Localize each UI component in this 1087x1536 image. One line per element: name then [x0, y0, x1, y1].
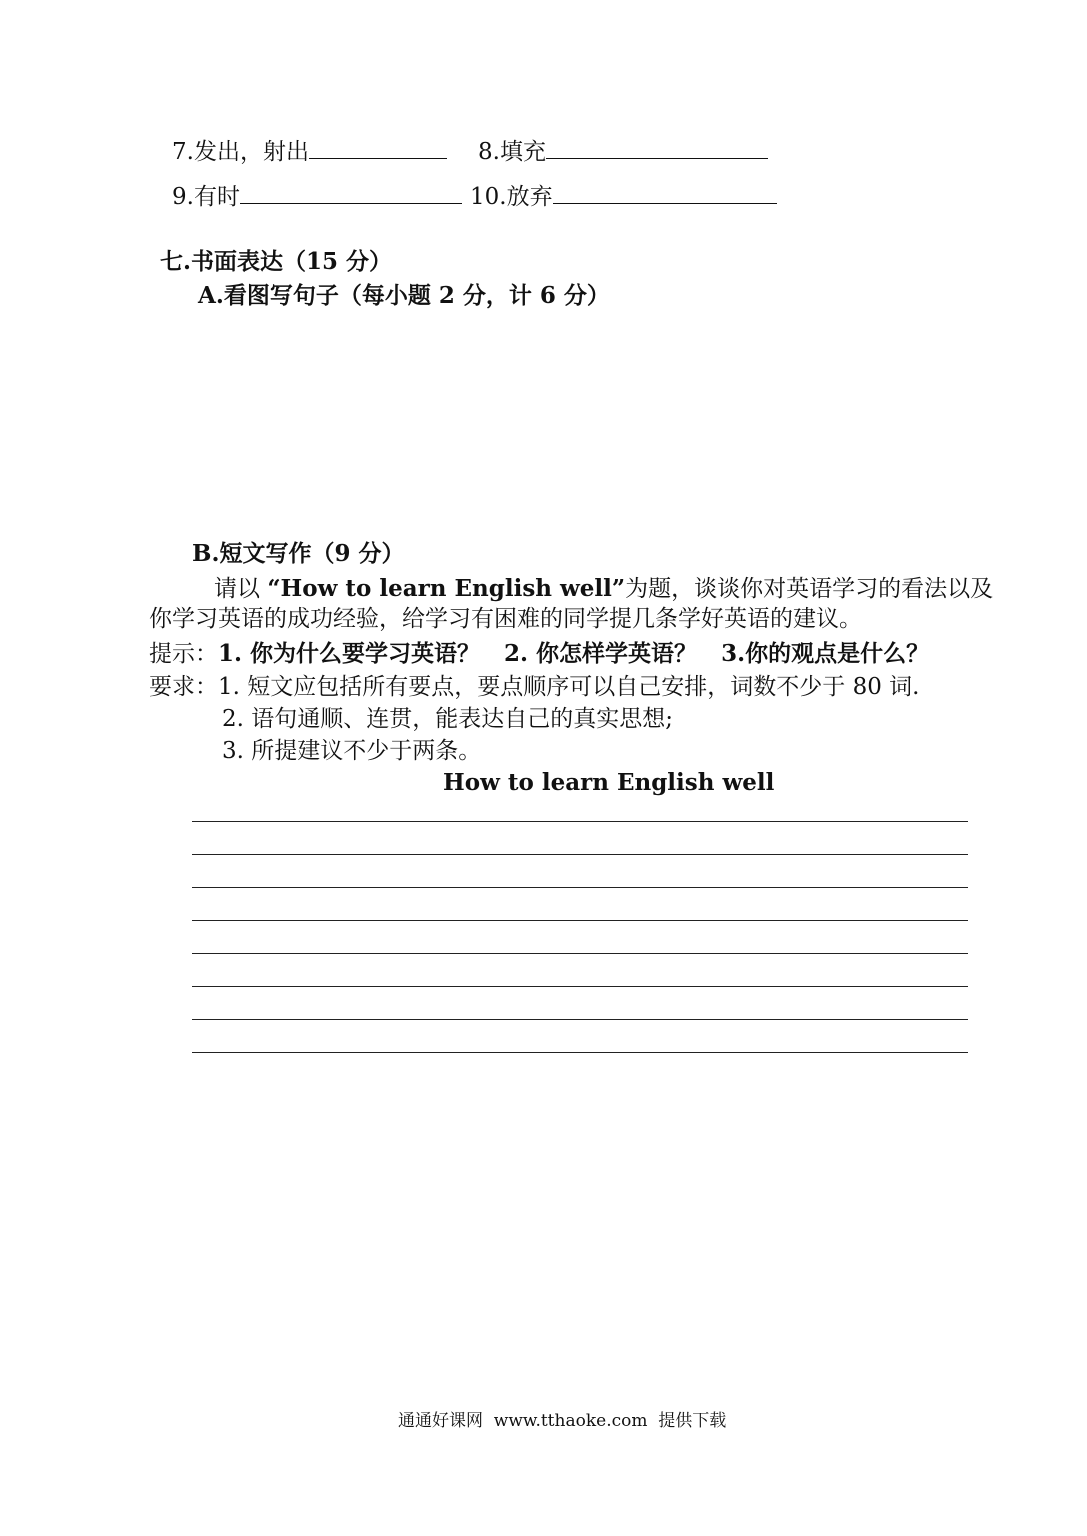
vocab-word: 发出，射出: [193, 139, 309, 165]
writing-line[interactable]: [192, 920, 968, 921]
section-title: 七.书面表达（15 分）: [160, 248, 393, 275]
vocab-item-10: [470, 183, 777, 211]
vocab-number: 9.: [172, 184, 194, 210]
intro-text: 请以: [214, 576, 268, 602]
intro-line-2: 你学习英语的成功经验，给学习有困难的同学提几条学好英语的建议。: [149, 606, 862, 632]
vocab-item-7: [172, 138, 447, 166]
essay-title: How to learn English well: [443, 769, 775, 796]
intro-text: 为题，谈谈你对英语学习的看法以及: [625, 576, 994, 602]
intro-line-1: [214, 575, 993, 603]
vocab-word: 有时: [193, 184, 240, 210]
requirement-3: 3. 所提建议不少于两条。: [222, 738, 482, 764]
part-a-heading: A.看图写句子（每小题 2 分，计 6 分）: [198, 282, 610, 309]
answer-blank[interactable]: [240, 183, 462, 204]
requirement-2: 2. 语句通顺、连贯，能表达自己的真实思想;: [222, 706, 674, 732]
writing-line[interactable]: [192, 887, 968, 888]
vocab-number: 8.: [478, 139, 500, 165]
writing-line[interactable]: [192, 1019, 968, 1020]
hints-line: [149, 640, 929, 668]
vocab-item-9: [172, 183, 462, 211]
writing-line[interactable]: [192, 821, 968, 822]
writing-line[interactable]: [192, 1052, 968, 1053]
essay-topic: “How to learn English well”: [267, 575, 626, 602]
answer-blank[interactable]: [546, 138, 768, 159]
vocab-number: 7.: [172, 139, 194, 165]
vocab-word: 填充: [499, 139, 546, 165]
requirement-1: 1. 短文应包括所有要点，要点顺序可以自己安排，词数不少于 80 词.: [218, 674, 920, 700]
writing-line[interactable]: [192, 986, 968, 987]
writing-line[interactable]: [192, 854, 968, 855]
vocab-number: 10.: [470, 184, 507, 210]
writing-line[interactable]: [192, 953, 968, 954]
answer-blank[interactable]: [309, 138, 447, 159]
hints-label: 提示：: [149, 641, 218, 667]
vocab-word: 放弃: [506, 184, 553, 210]
requirements-label: 要求：: [149, 674, 218, 700]
answer-blank[interactable]: [553, 183, 777, 204]
vocab-item-8: [478, 138, 768, 166]
requirements-line-1: [149, 673, 919, 701]
hints-text: 1. 你为什么要学习英语？ 2. 你怎样学英语？ 3.你的观点是什么？: [218, 640, 930, 667]
page-footer: 通通好课网 www.tthaoke.com 提供下载: [398, 1411, 727, 1431]
part-b-heading: B.短文写作（9 分）: [192, 540, 405, 567]
